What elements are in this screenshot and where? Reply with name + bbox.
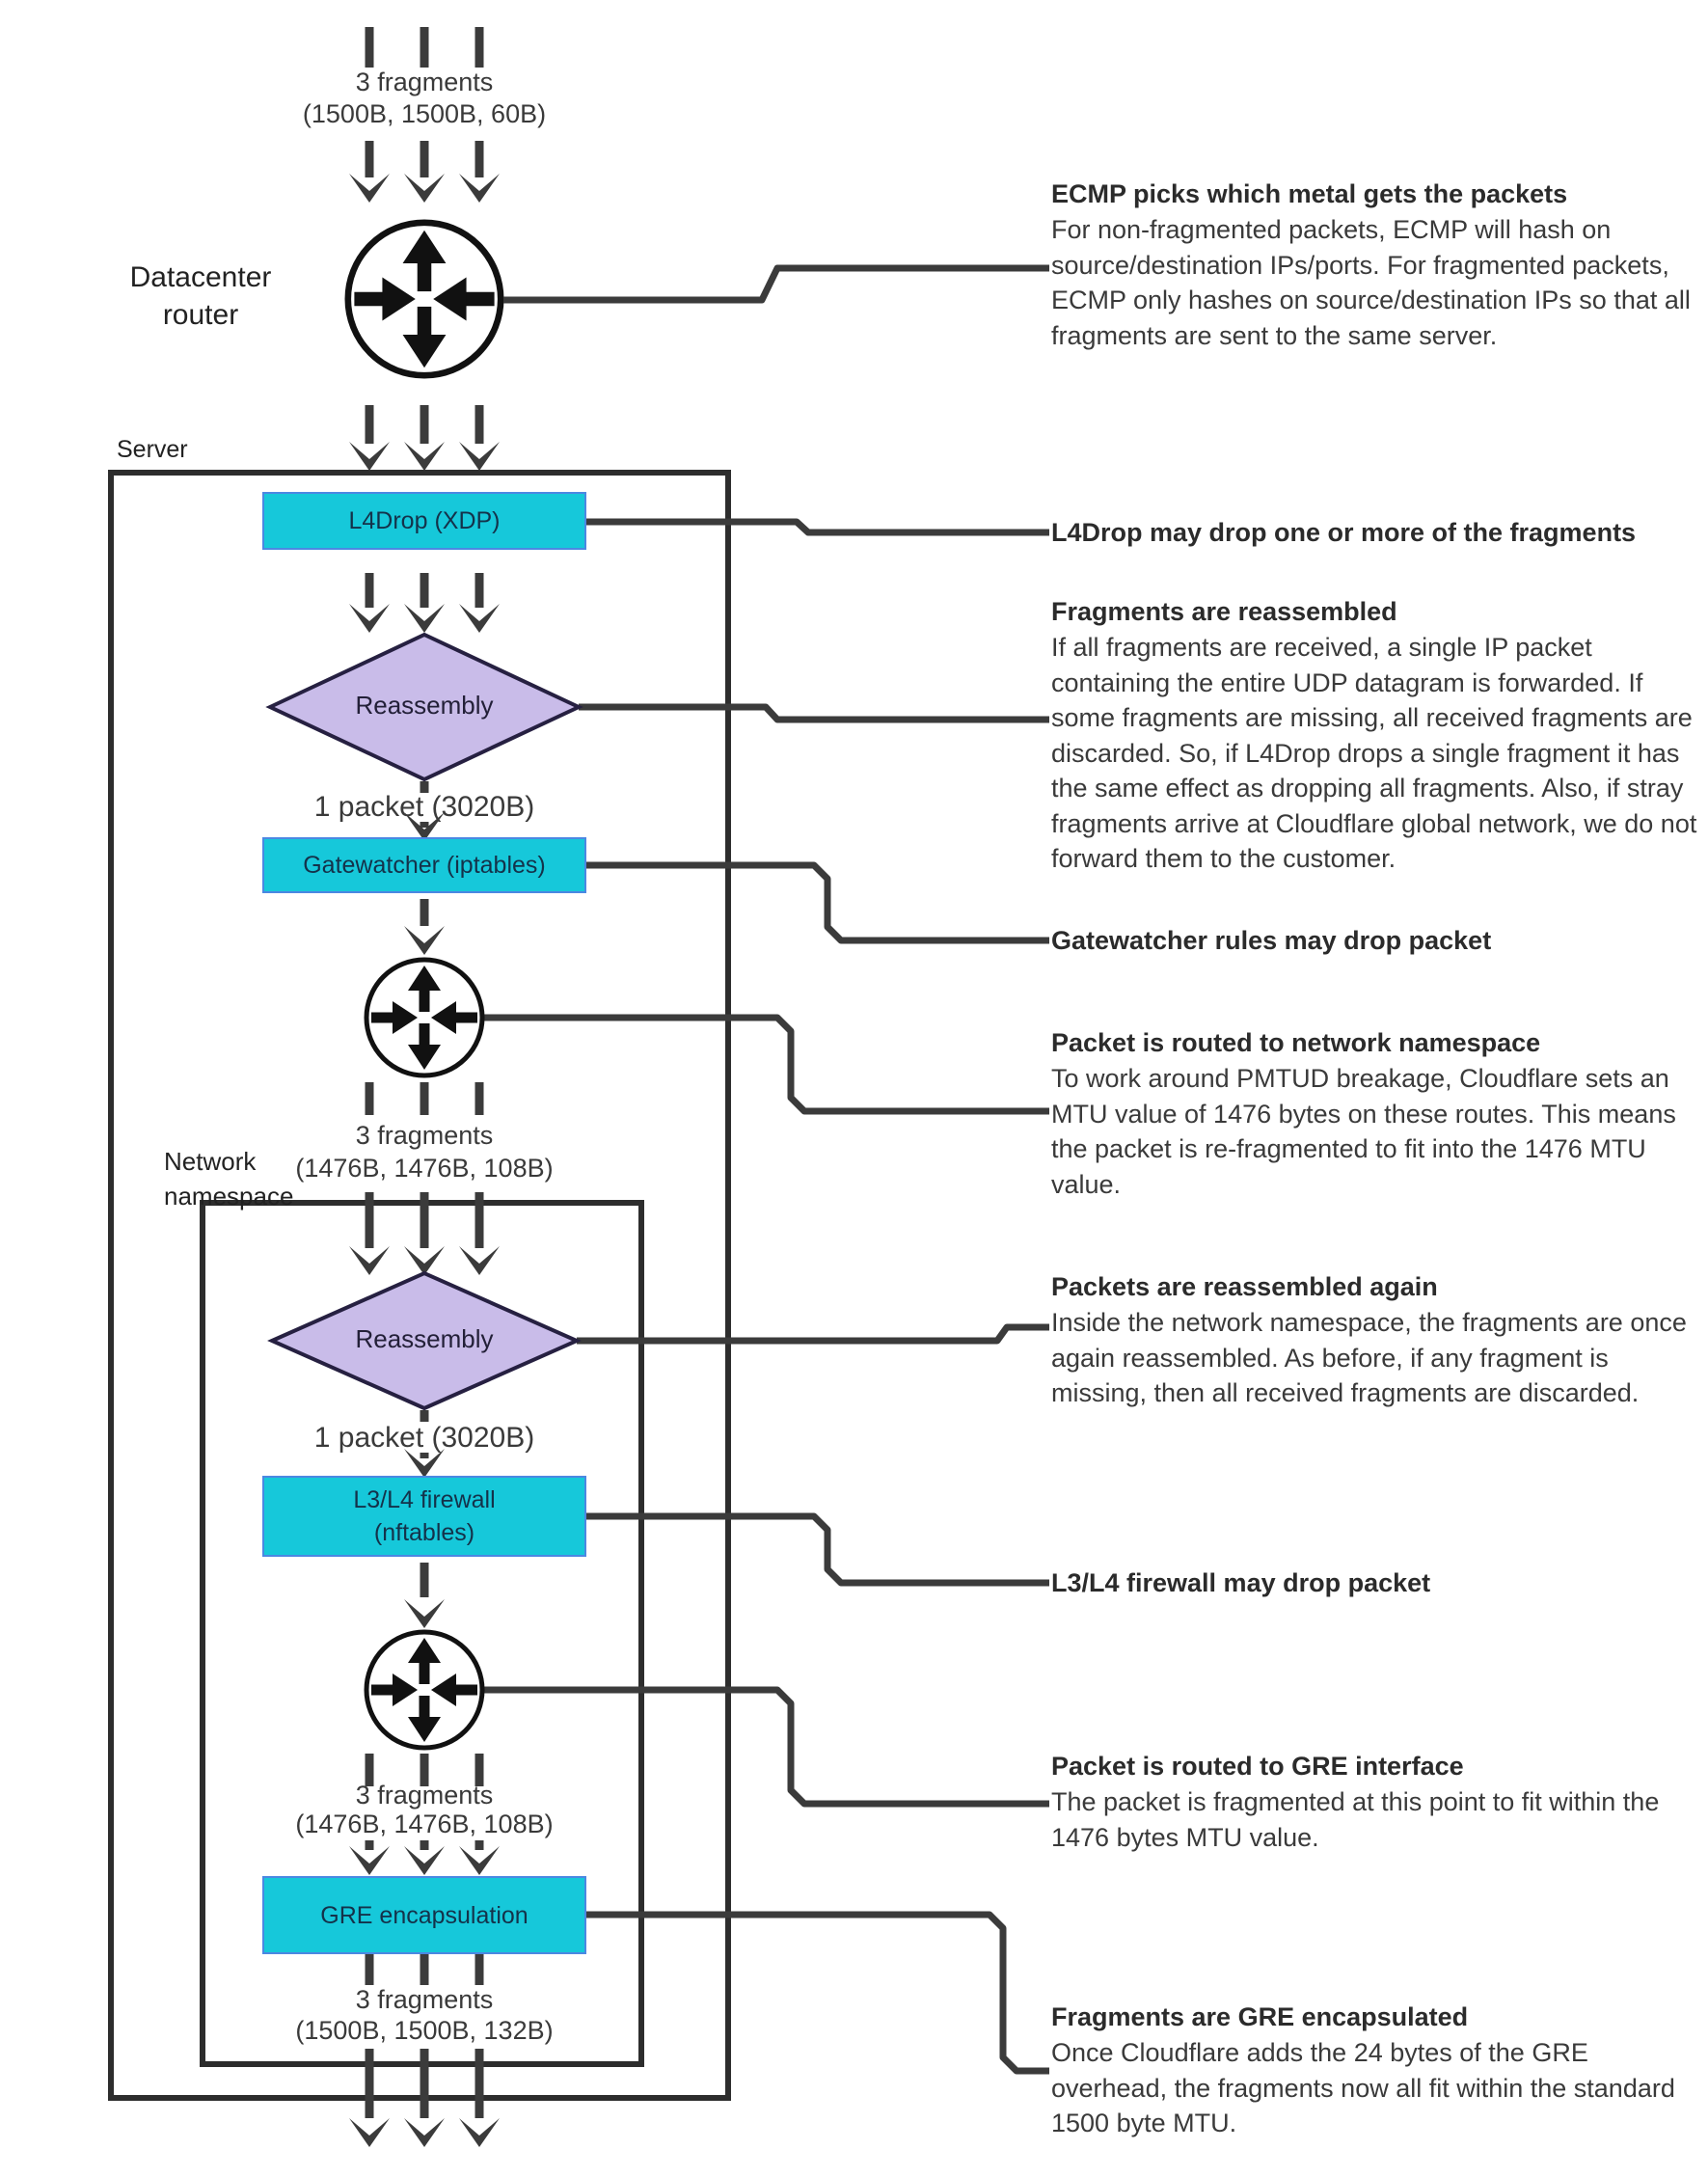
connector-l4drop [586,522,1049,532]
annotation-gre-interface-title: Packet is routed to GRE interface [1051,1752,1464,1781]
connector-reassembly2 [577,1327,1049,1341]
node-gatewatcher [262,837,586,893]
datacenter-router-icon [348,223,501,375]
annotation-reassembled-again [1051,1268,1708,1411]
annotation-firewall-title: L3/L4 firewall may drop packet [1051,1568,1431,1597]
routing-icon-2 [366,960,482,1075]
packet1-label: 1 packet (3020B) [313,791,535,823]
annotation-gre-encapsulated-body: Once Cloudflare adds the 24 bytes of the GRE overhead, the fragments now all fit within the standard 1500 byte MTU. [1051,2038,1675,2137]
connector-gatewatcher [586,865,1049,940]
arrows-into-reassembly1 [349,573,500,633]
node-gatewatcher-label: Gatewatcher (iptables) [303,852,546,879]
annotation-l4drop [1051,514,1708,551]
annotation-reassembled-body: If all fragments are received, a single IP packet containing the entire UDP datagram is forwarded. If some fragments are missing, all received fragments are discarded. So, if L4Drop drops a single fragment it has the same effect as dropping all fragments. Also, if stray fragments arrive at Cloudflare global network, we do not forward them to the customer. [1051,633,1697,873]
fragment-sizes-bottom: (1500B, 1500B, 132B) [295,2016,554,2045]
packet2-label: 1 packet (3020B) [313,1422,535,1454]
arrow-into-routing-2 [404,899,445,955]
arrows-into-datacenter-router [349,141,500,203]
connector-ecmp [503,268,1049,300]
node-firewall-label: L3/L4 firewall (nftables) [353,1486,496,1546]
arrows-into-gre [349,1840,500,1875]
annotation-firewall [1051,1565,1708,1601]
node-firewall [262,1476,586,1557]
annotation-ecmp-title: ECMP picks which metal gets the packets [1051,179,1568,208]
annotation-reassembled-title: Fragments are reassembled [1051,597,1397,626]
connector-gre-encap [586,1915,1049,2071]
annotation-reassembled [1051,593,1708,877]
network-namespace-label: Network namespace [164,1147,294,1211]
connector-firewall [586,1516,1049,1583]
node-gre [262,1876,586,1954]
reassembly1-label: Reassembly [355,691,494,720]
server-label: Server [117,436,188,463]
annotation-l4drop-title: L4Drop may drop one or more of the fragments [1051,518,1637,547]
arrows-into-network-namespace [349,1192,500,1275]
annotation-gatewatcher [1051,922,1708,959]
fragment-count-mid2: 3 fragments [355,1781,494,1810]
fragment-count-mid1: 3 fragments [355,1121,494,1150]
annotation-netns-title: Packet is routed to network namespace [1051,1028,1541,1057]
annotation-gatewatcher-title: Gatewatcher rules may drop packet [1051,926,1492,955]
annotation-gre-interface [1051,1748,1708,1855]
fragment-lines-below-gre [369,1954,479,1985]
fragment-count-bottom: 3 fragments [355,1985,494,2014]
node-l4drop [262,492,586,550]
fragment-dashes-mid1 [369,1082,479,1115]
annotation-ecmp [1051,176,1708,353]
routing-icon-3 [366,1632,482,1748]
node-gre-label: GRE encapsulation [320,1901,529,1929]
arrows-into-server [349,405,500,471]
arrows-out-bottom [349,2049,500,2147]
connector-reassembly1 [579,707,1049,720]
annotation-gre-encapsulated-title: Fragments are GRE encapsulated [1051,2002,1469,2031]
annotation-gre-encapsulated [1051,1999,1708,2141]
annotation-netns-body: To work around PMTUD breakage, Cloudflare sets an MTU value of 1476 bytes on these routes. This means the packet is re-fragmented to fit into the 1476 MTU value. [1051,1064,1676,1199]
datacenter-router-label: Datacenter router [129,261,272,331]
annotation-reassembled-again-body: Inside the network namespace, the fragments are once again reassembled. As before, if any fragment is missing, then all received fragments are discarded. [1051,1308,1687,1407]
annotation-gre-interface-body: The packet is fragmented at this point to fit within the 1476 bytes MTU value. [1051,1787,1660,1852]
fragment-sizes-mid1: (1476B, 1476B, 108B) [295,1154,554,1183]
arrow-into-routing-3 [404,1563,445,1628]
reassembly2-label: Reassembly [355,1324,494,1353]
connector-netns-route [482,1018,1049,1111]
fragment-dashes-top [369,27,479,68]
fragment-sizes-mid2: (1476B, 1476B, 108B) [295,1810,554,1838]
annotation-netns [1051,1024,1708,1202]
annotation-reassembled-again-title: Packets are reassembled again [1051,1272,1438,1301]
fragment-count-top: 3 fragments [355,68,494,96]
fragment-sizes-top: (1500B, 1500B, 60B) [302,99,547,128]
annotation-ecmp-body: For non-fragmented packets, ECMP will hash on source/destination IPs/ports. For fragmented packets, ECMP only hashes on source/destination IPs so that all fragments are sent to the same server. [1051,215,1691,350]
node-l4drop-label: L4Drop (XDP) [348,507,501,534]
